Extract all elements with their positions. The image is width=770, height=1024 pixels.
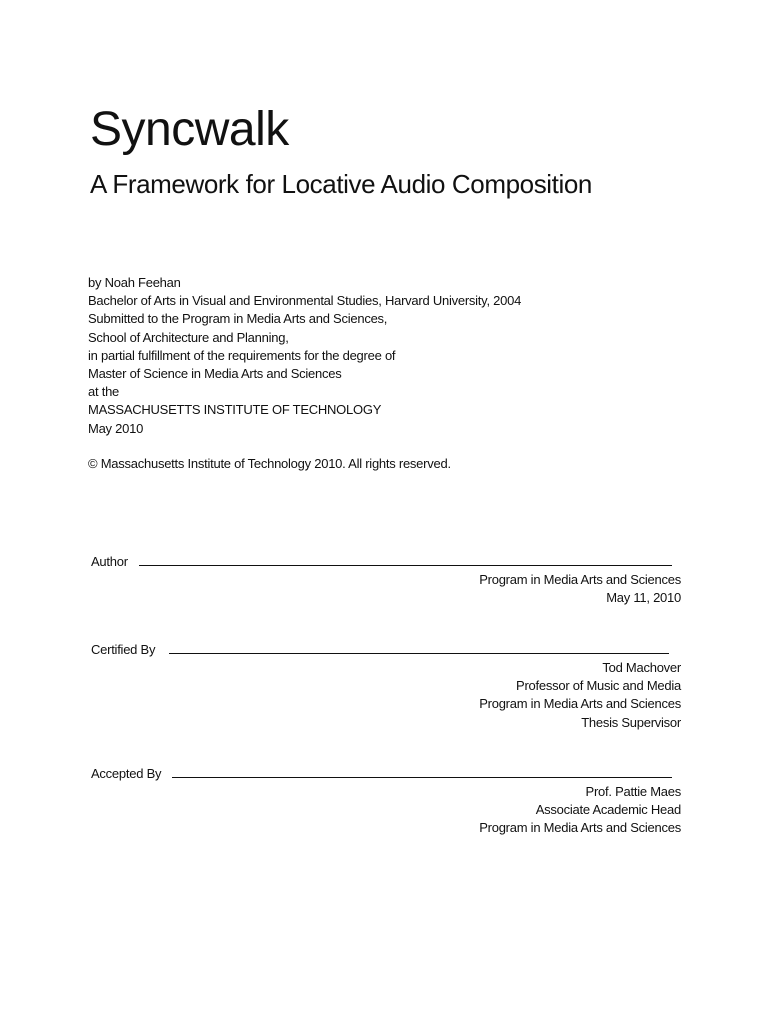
accepted-signature-line bbox=[172, 777, 672, 778]
fulfillment-statement: in partial fulfillment of the requirements for the degree of bbox=[88, 347, 396, 363]
author-signature-line bbox=[139, 565, 672, 566]
degree-name: Master of Science in Media Arts and Sciences bbox=[88, 366, 342, 382]
submission-school: School of Architecture and Planning, bbox=[88, 329, 289, 345]
supervisor-name: Tod Machover bbox=[602, 660, 681, 675]
institution: MASSACHUSETTS INSTITUTE OF TECHNOLOGY bbox=[88, 402, 382, 418]
at-the: at the bbox=[88, 384, 120, 400]
acceptor-program: Program in Media Arts and Sciences bbox=[479, 820, 681, 836]
acceptor-title: Associate Academic Head bbox=[535, 802, 681, 818]
certified-by-label: Certified By bbox=[91, 642, 156, 657]
author-program: Program in Media Arts and Sciences bbox=[479, 572, 681, 587]
byline: by Noah Feehan bbox=[88, 275, 181, 290]
thesis-subtitle: A Framework for Locative Audio Composition bbox=[90, 169, 592, 199]
supervisor-role: Thesis Supervisor bbox=[581, 714, 681, 730]
supervisor-program: Program in Media Arts and Sciences bbox=[479, 696, 681, 712]
submission-date: May 2010 bbox=[88, 420, 144, 436]
author-signature-block bbox=[91, 553, 681, 607]
copyright-notice: © Massachusetts Institute of Technology 2010. All rights reserved. bbox=[88, 456, 451, 471]
certified-signature-block bbox=[91, 641, 681, 732]
accepted-by-label: Accepted By bbox=[91, 766, 162, 781]
accepted-signature-block bbox=[91, 765, 681, 838]
author-label: Author bbox=[91, 554, 128, 569]
acceptor-name: Prof. Pattie Maes bbox=[585, 784, 681, 799]
supervisor-title: Professor of Music and Media bbox=[516, 678, 681, 694]
prior-degree: Bachelor of Arts in Visual and Environmental Studies, Harvard University, 2004 bbox=[88, 293, 522, 309]
author-sign-date: May 11, 2010 bbox=[606, 590, 681, 606]
author-info-block bbox=[88, 274, 688, 438]
thesis-title: Syncwalk bbox=[90, 103, 289, 156]
submission-program: Submitted to the Program in Media Arts and Sciences, bbox=[88, 311, 388, 327]
certified-signature-line bbox=[169, 653, 669, 654]
